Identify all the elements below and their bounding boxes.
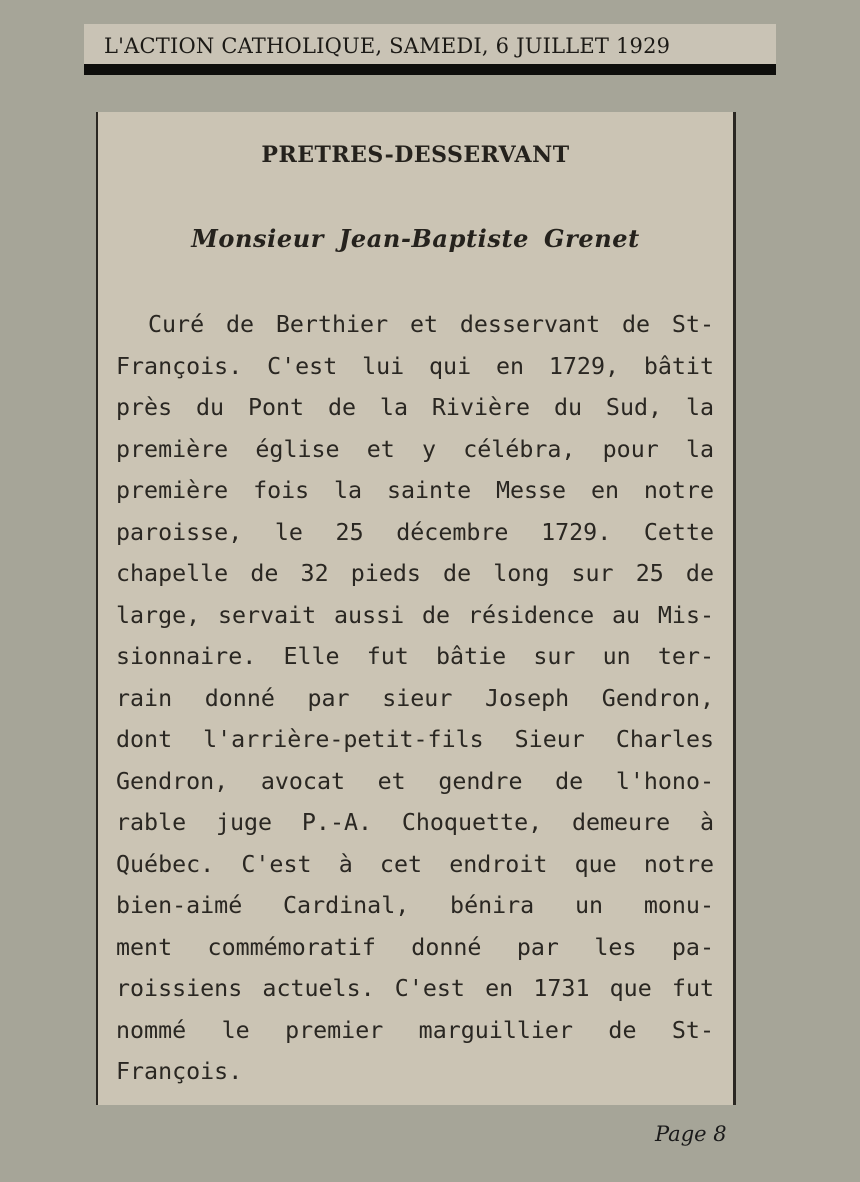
article-line: François. C'est lui qui en 1729, bâtit: [116, 352, 714, 380]
article-heading: PRETRES-DESSERVANT: [261, 142, 570, 168]
masthead-rule: [84, 64, 776, 75]
page-number: Page 8: [655, 1122, 727, 1146]
article-line: première église et y célébra, pour la: [116, 435, 714, 463]
masthead-banner: [84, 24, 776, 64]
article-line: Curé de Berthier et desservant de St-: [148, 311, 714, 338]
article-line: dont l'arrière-petit-fils Sieur Charles: [116, 726, 714, 753]
article-line: nommé le premier marguillier de St-: [116, 1016, 714, 1044]
newspaper-clipping: [96, 112, 736, 1105]
article-subheading: Monsieur Jean-Baptiste Grenet: [191, 224, 640, 253]
article-line: rain donné par sieur Joseph Gendron,: [116, 684, 714, 712]
article-line: bien-aimé Cardinal, bénira un monu-: [116, 892, 714, 919]
article-line: François.: [116, 1058, 243, 1085]
article-line: sionnaire. Elle fut bâtie sur un ter-: [116, 643, 714, 670]
article-line: large, servait aussi de résidence au Mis-: [116, 601, 714, 629]
article-line: Gendron, avocat et gendre de l'hono-: [116, 767, 714, 795]
article-line: chapelle de 32 pieds de long sur 25 de: [116, 560, 714, 587]
article-line: près du Pont de la Rivière du Sud, la: [116, 394, 714, 421]
masthead-title: L'ACTION CATHOLIQUE, SAMEDI, 6 JUILLET 1929: [104, 34, 671, 58]
article-line: paroisse, le 25 décembre 1729. Cette: [116, 518, 714, 546]
article-line: rable juge P.-A. Choquette, demeure à: [116, 809, 714, 836]
article-line: Québec. C'est à cet endroit que notre: [116, 850, 714, 878]
article-line: ment commémoratif donné par les pa-: [116, 933, 714, 961]
article-line: première fois la sainte Messe en notre: [116, 477, 714, 504]
article-body: [116, 304, 714, 1093]
article-line: roissiens actuels. C'est en 1731 que fut: [116, 975, 714, 1002]
